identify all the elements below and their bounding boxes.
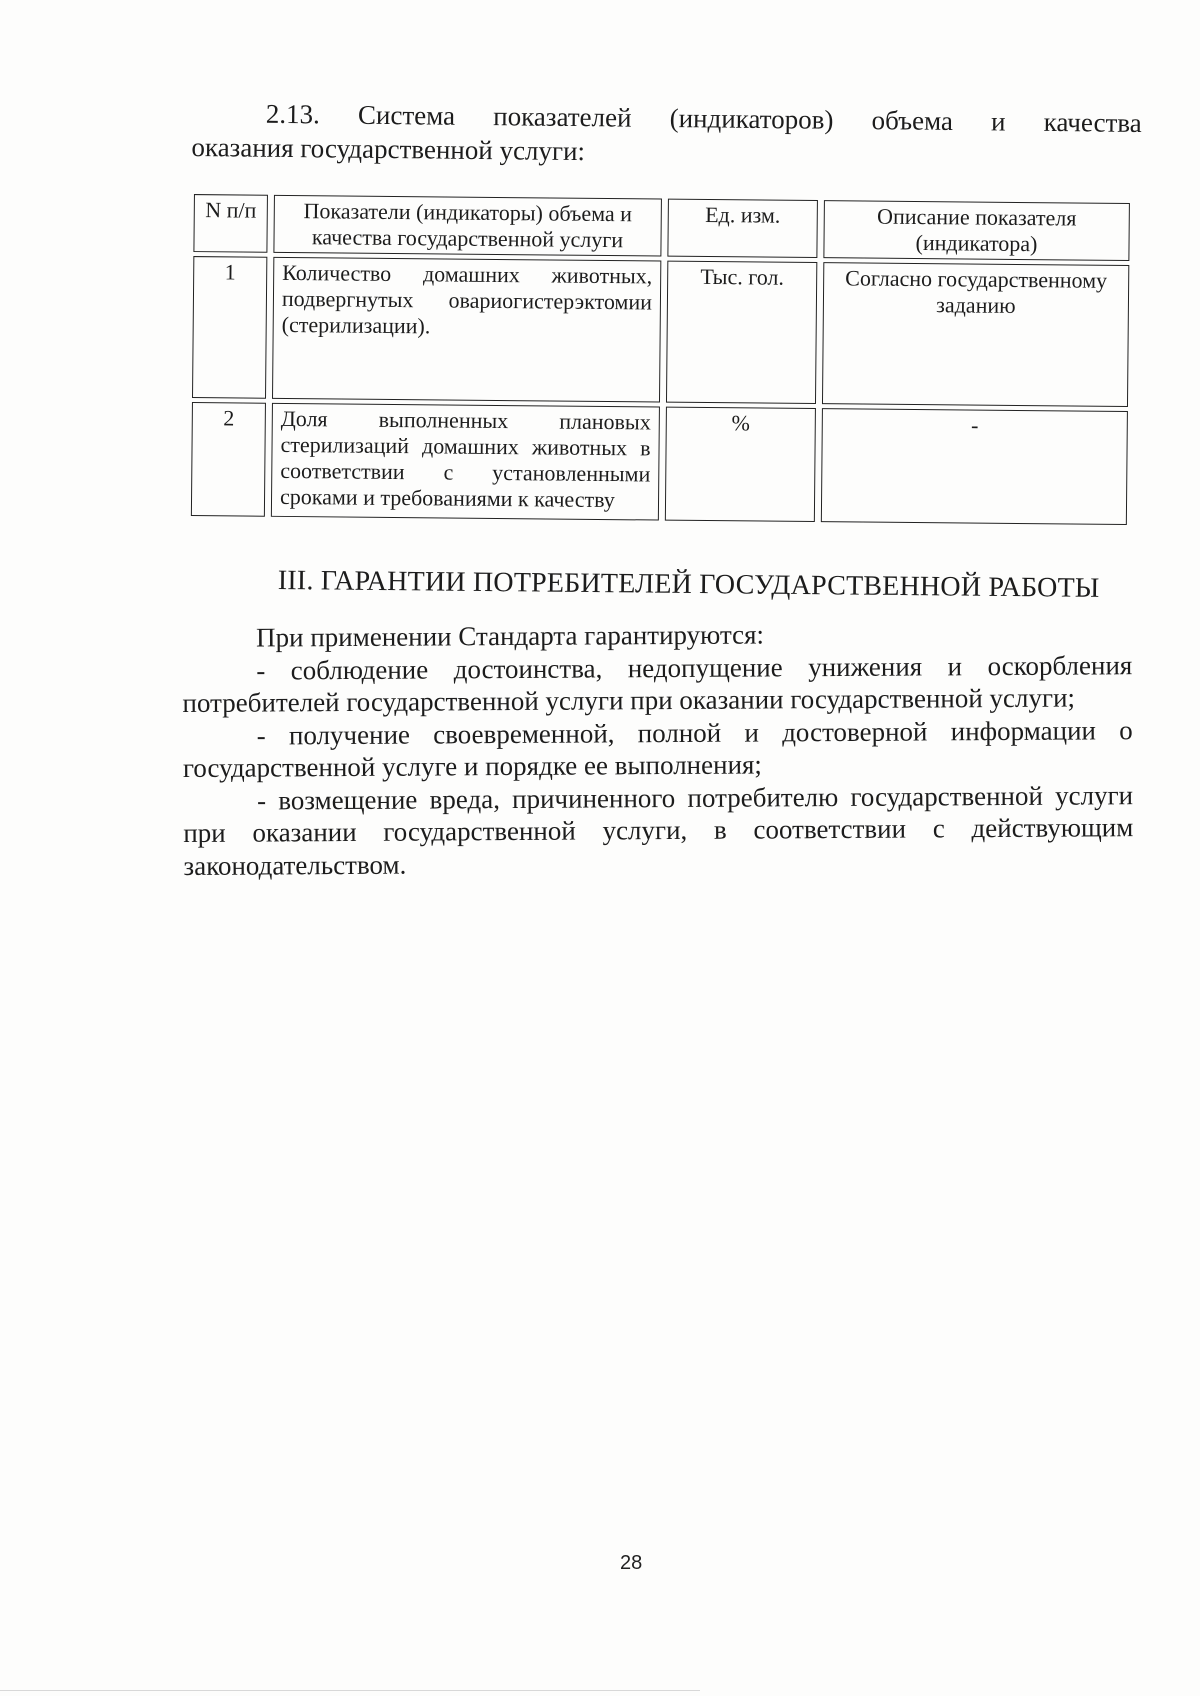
row-unit: Тыс. гол. xyxy=(666,261,817,404)
page-number: 28 xyxy=(620,1552,643,1574)
row-indicator: Доля выполненных плановых стерилизаций домашних животных в соответствии с установленными сроками и требованиями к качеству xyxy=(271,403,660,521)
guarantee-item: - возмещение вреда, причиненного потребителю государственной услуги при оказании государственной услуги, в соответствии с действующим законодательством. xyxy=(183,779,1134,881)
heading-word: показателей xyxy=(493,101,632,133)
row-unit: % xyxy=(665,407,816,522)
heading-word: качества xyxy=(1043,106,1142,138)
table-header-row xyxy=(193,194,1130,261)
header-indicator: Показатели (индикаторы) объема и качества государственной услуги xyxy=(273,195,662,257)
table-row xyxy=(192,256,1129,407)
table-row xyxy=(191,402,1128,525)
heading-line-2: оказания государственной услуги: xyxy=(191,131,586,167)
scan-edge-line xyxy=(0,1690,700,1691)
heading-word: Система xyxy=(357,99,456,131)
section-2-13-heading xyxy=(191,96,1142,174)
section-iii-title: III. ГАРАНТИИ ПОТРЕБИТЕЛЕЙ ГОСУДАРСТВЕННОЙ РАБОТЫ xyxy=(277,564,1100,604)
heading-word: и xyxy=(990,106,1006,137)
header-number: N п/п xyxy=(193,194,268,253)
row-description: Согласно государственному заданию xyxy=(822,262,1129,407)
guarantee-item: - соблюдение достоинства, недопущение унижения и оскорбления потребителей государственной услуги при оказании государственной услуги; xyxy=(182,649,1133,718)
guarantees-intro: При применении Стандарта гарантируются: xyxy=(256,619,765,653)
guarantee-item: - получение своевременной, полной и достоверной информации о государственной услуге и порядке ее выполнения; xyxy=(182,714,1133,783)
row-number: 1 xyxy=(192,256,267,399)
row-description: - xyxy=(821,408,1128,525)
row-number: 2 xyxy=(191,402,266,517)
indicators-table xyxy=(185,190,1136,529)
row-indicator: Количество домашних животных, подвергнутых овариогистерэктомии (стерилизации). xyxy=(272,257,661,403)
heading-word: объема xyxy=(871,105,954,136)
heading-word: 2.13. xyxy=(265,98,320,130)
header-unit: Ед. изм. xyxy=(667,199,818,258)
header-description: Описание показателя (индикатора) xyxy=(823,200,1130,261)
guarantees-text xyxy=(182,616,1134,882)
heading-word: (индикаторов) xyxy=(669,103,834,135)
